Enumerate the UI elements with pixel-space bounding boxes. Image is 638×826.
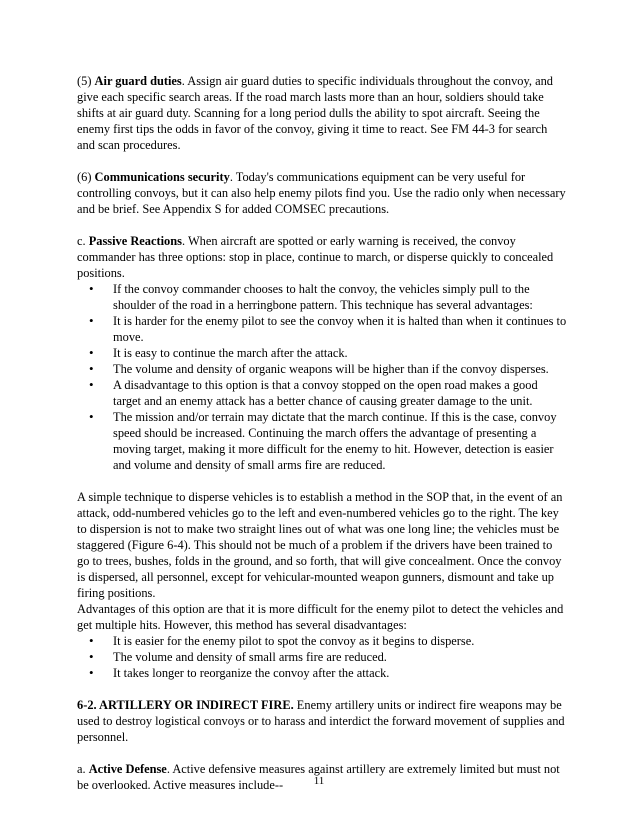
paragraph-number: (5) [77, 74, 95, 88]
paragraph-heading: Passive Reactions [88, 234, 182, 248]
page-number: 11 [313, 775, 325, 787]
paragraph-heading: Communications security [94, 170, 230, 184]
paragraph-passive-reactions [77, 233, 567, 281]
list-item: • It is easy to continue the march after the attack. [86, 345, 567, 361]
list-item: • It is harder for the enemy pilot to see the convoy when it is halted than when it continues to move. [86, 313, 567, 345]
paragraph-text: . When aircraft are spotted or early warning is received, the convoy commander has three options: stop in place, continue to march, or disperse quickly to concealed positions. [77, 234, 554, 280]
paragraph-text: . Today's communications equipment can be very useful for controlling convoys, but it can also help enemy pilots find you. Use the radio only when necessary and be brief. See Appendix S for added COMSEC precautions. [77, 170, 566, 216]
paragraph-heading: Active Defense [88, 762, 167, 776]
paragraph-number: a. [77, 762, 89, 776]
list-item: • It is easier for the enemy pilot to spot the convoy as it begins to disperse. [86, 633, 567, 649]
paragraph-heading: Air guard duties [94, 74, 182, 88]
paragraph-dispersion-advantages: Advantages of this option are that it is more difficult for the enemy pilot to detect the vehicles and get multiple hits. However, this method has several disadvantages: [77, 602, 564, 632]
paragraph-air-guard-duties [77, 73, 567, 153]
passive-reactions-list [77, 281, 567, 473]
list-item: • It takes longer to reorganize the convoy after the attack. [86, 665, 567, 681]
section-heading: 6-2. ARTILLERY OR INDIRECT FIRE. [77, 698, 294, 712]
list-item: • The mission and/or terrain may dictate that the march continue. If this is the case, convoy speed should be increased. Continuing the march offers the advantage of presenting a moving target, making it more difficult for the enemy to hit. However, detection is easier and volume and density of small arms fire are reduced. [86, 409, 567, 473]
paragraph-number: (6) [77, 170, 95, 184]
list-item: • A disadvantage to this option is that a convoy stopped on the open road makes a good target and an enemy attack has a better chance of causing greater damage to the unit. [86, 377, 567, 409]
page-content [77, 73, 567, 809]
dispersion-disadvantages-list [77, 633, 567, 681]
paragraph-artillery-indirect-fire [77, 697, 567, 745]
list-item: • If the convoy commander chooses to halt the convoy, the vehicles simply pull to the shoulder of the road in a herringbone pattern. This technique has several advantages: [86, 281, 567, 313]
paragraph-text: . Active defensive measures against artillery are extremely limited but must not be overlooked. Active measures include-- [77, 762, 560, 792]
paragraph-text: Enemy artillery units or indirect fire weapons may be used to destroy logistical convoys or to harass and interdict the forward movement of supplies and personnel. [77, 698, 565, 744]
paragraph-communications-security [77, 169, 567, 217]
paragraph-number: c. [77, 234, 89, 248]
paragraph-dispersion-technique: A simple technique to disperse vehicles is to establish a method in the SOP that, in the event of an attack, odd-numbered vehicles go to the left and even-numbered vehicles go to the right. The key to dispersion is not to make two straight lines out of what was one long line; the vehicles must be staggered (Figure 6-4). This should not be much of a problem if the drivers have been trained to go to trees, bushes, folds in the ground, and so forth, that will give concealment. Once the convoy is dispersed, all personnel, except for vehicular-mounted weapon gunners, dismount and take up firing positions. [77, 490, 563, 600]
paragraph-text: . Assign air guard duties to specific individuals throughout the convoy, and give each specific search areas. If the road march lasts more than an hour, soldiers should take shifts at air guard duty. Scanning for a long period dulls the ability to spot aircraft. Seeing the enemy first tips the odds in favor of the convoy, giving it time to react. See FM 44-3 for search and scan procedures. [77, 74, 553, 152]
list-item: • The volume and density of small arms fire are reduced. [86, 649, 567, 665]
list-item: • The volume and density of organic weapons will be higher than if the convoy disperses. [86, 361, 567, 377]
